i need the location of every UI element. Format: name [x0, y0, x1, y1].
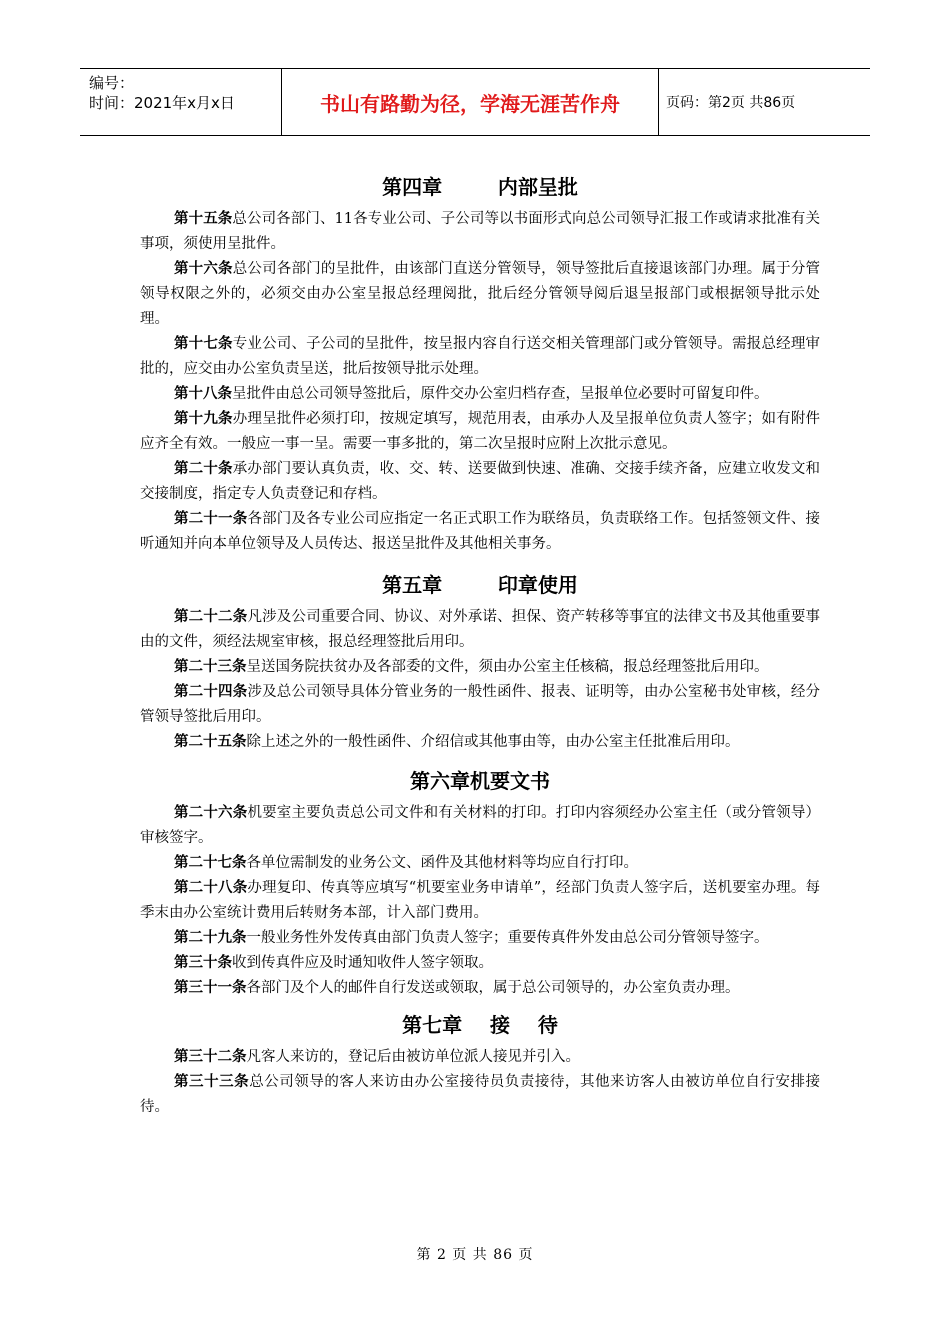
article-paragraph [140, 332, 820, 382]
article-label: 第三十条 [174, 955, 232, 971]
article-text: 总公司各部门、11各专业公司、子公司等以书面形式向总公司领导汇报工作或请求批准有关事项，须使用呈批件。 [140, 211, 821, 252]
article-text: 办理复印、传真等应填写“机要室业务申请单”，经部门负责人签字后，送机要室办理。每季末由办公室统计费用后转财务本部，计入部门费用。 [140, 880, 820, 921]
article-label: 第二十六条 [174, 805, 248, 821]
article-label: 第十六条 [174, 261, 233, 277]
article-text: 专业公司、子公司的呈批件，按呈报内容自行送交相关管理部门或分管领导。需报总经理审批的，应交由办公室负责呈送，批后按领导批示处理。 [140, 336, 821, 377]
article-paragraph [140, 655, 820, 680]
article-paragraph [140, 876, 820, 926]
article-paragraph [140, 257, 820, 332]
article-text: 各部门及各专业公司应指定一名正式职工作为联络员，负责联络工作。包括签领文件、接听通知并向本单位领导及人员传达、报送呈批件及其他相关事务。 [140, 511, 821, 552]
article-text: 收到传真件应及时通知收件人签字领取。 [232, 955, 493, 971]
article-text: 呈批件由总公司领导签批后，原件交办公室归档存查，呈报单位必要时可留复印件。 [232, 386, 769, 402]
article-paragraph [140, 457, 820, 507]
header-motto: 书山有路勤为径，学海无涯苦作舟 [282, 69, 659, 135]
article-text: 各部门及个人的邮件自行发送或领取，属于总公司领导的，办公室负责办理。 [246, 980, 740, 996]
article-label: 第十九条 [174, 411, 233, 427]
article-text: 办理呈批件必须打印，按规定填写，规范用表，由承办人及呈报单位负责人签字；如有附件应齐全有效。一般应一事一呈。需要一事多批的，第二次呈报时应附上次批示意见。 [140, 411, 821, 452]
article-paragraph [140, 730, 820, 755]
header-page-info: 页码：第2页 共86页 [666, 95, 796, 111]
article-paragraph [140, 680, 820, 730]
article-label: 第二十九条 [174, 930, 247, 946]
article-text: 呈送国务院扶贫办及各部委的文件，须由办公室主任核稿，报总经理签批后用印。 [246, 659, 769, 675]
article-paragraph [140, 851, 820, 876]
article-text: 一般业务性外发传真由部门负责人签字；重要传真件外发由总公司分管领导签字。 [246, 930, 769, 946]
chapter-title: 第七章 接 待 [402, 1013, 558, 1037]
article-text: 承办部门要认真负责，收、交、转、送要做到快速、准确、交接手续齐备，应建立收发文和交接制度，指定专人负责登记和存档。 [140, 461, 821, 502]
article-label: 第三十三条 [174, 1074, 250, 1090]
document-body [140, 167, 820, 1120]
article-text: 总公司领导的客人来访由办公室接待员负责接待，其他来访客人由被访单位自行安排接待。 [140, 1074, 821, 1115]
article-paragraph [140, 801, 820, 851]
chapter-title: 第六章机要文书 [410, 769, 550, 793]
article-text: 各单位需制发的业务公文、函件及其他材料等均应自行打印。 [246, 855, 638, 871]
article-label: 第十七条 [174, 336, 233, 352]
article-label: 第二十二条 [174, 609, 248, 625]
article-paragraph [140, 951, 820, 976]
article-label: 第二十八条 [174, 880, 248, 896]
article-paragraph [140, 207, 820, 257]
article-label: 第二十条 [174, 461, 233, 477]
article-label: 第三十一条 [174, 980, 247, 996]
article-text: 机要室主要负责总公司文件和有关材料的打印。打印内容须经办公室主任（或分管领导）审核签字。 [140, 805, 821, 846]
chapter-title: 第五章 印章使用 [382, 573, 578, 597]
chapter-title: 第四章 内部呈批 [382, 175, 578, 199]
article-paragraph [140, 1070, 820, 1120]
article-text: 总公司各部门的呈批件，由该部门直送分管领导，领导签批后直接退该部门办理。属于分管领导权限之外的，必须交由办公室呈报总经理阅批，批后经分管领导阅后退呈报部门或根据领导批示处理。 [140, 261, 821, 327]
article-text: 凡客人来访的，登记后由被访单位派人接见并引入。 [246, 1049, 580, 1065]
document-code-label: 编号： [89, 74, 135, 92]
article-label: 第二十四条 [174, 684, 248, 700]
article-paragraph [140, 407, 820, 457]
article-label: 第二十五条 [174, 734, 247, 750]
article-label: 第二十七条 [174, 855, 247, 871]
page-footer: 第 2 页 共 86 页 [416, 1247, 534, 1263]
article-text: 除上述之外的一般性函件、介绍信或其他事由等，由办公室主任批准后用印。 [246, 734, 740, 750]
article-paragraph [140, 1045, 820, 1070]
page-header [80, 68, 870, 136]
article-text: 涉及总公司领导具体分管业务的一般性函件、报表、证明等，由办公室秘书处审核，经分管领导签批后用印。 [140, 684, 821, 725]
article-text: 凡涉及公司重要合同、协议、对外承诺、担保、资产转移等事宜的法律文书及其他重要事由的文件，须经法规室审核，报总经理签批后用印。 [140, 609, 821, 650]
article-paragraph [140, 507, 820, 557]
article-paragraph [140, 605, 820, 655]
header-meta [80, 69, 282, 135]
article-label: 第二十一条 [174, 511, 248, 527]
article-label: 第十五条 [174, 211, 233, 227]
article-label: 第十八条 [174, 386, 232, 402]
document-date: 时间：2021年x月x日 [89, 94, 235, 112]
article-paragraph [140, 382, 820, 407]
article-label: 第二十三条 [174, 659, 247, 675]
article-paragraph [140, 976, 820, 1001]
article-paragraph [140, 926, 820, 951]
article-label: 第三十二条 [174, 1049, 247, 1065]
